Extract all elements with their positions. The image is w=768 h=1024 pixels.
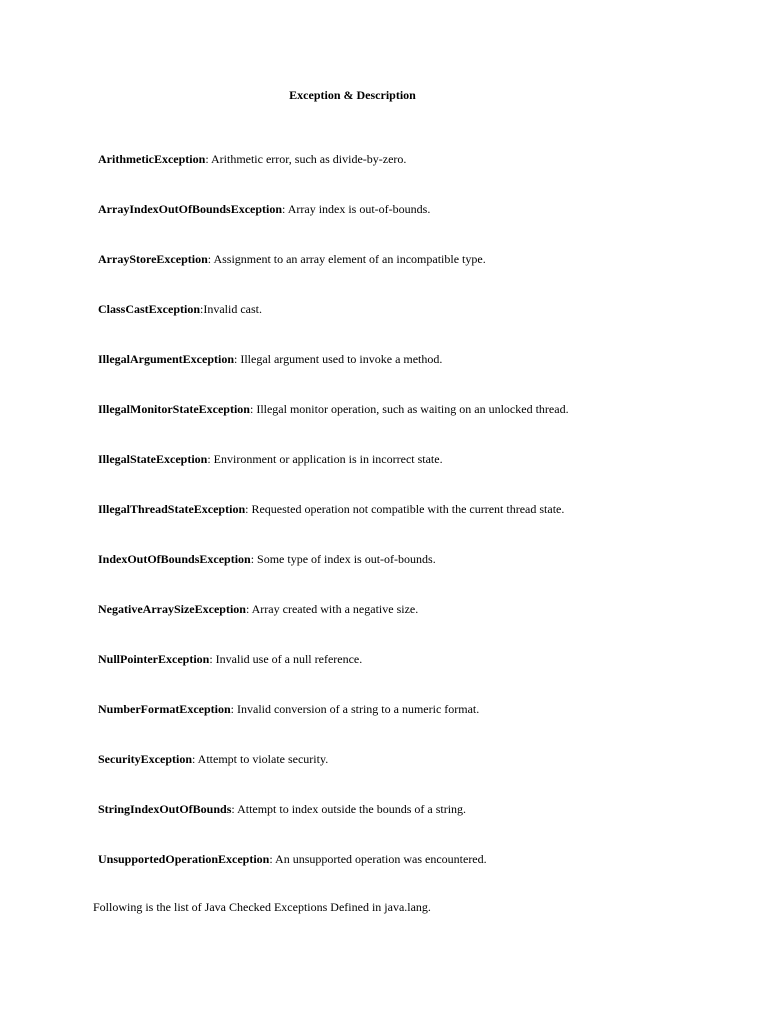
exception-name: IllegalMonitorStateException [98,402,250,416]
exception-entry [98,801,569,851]
exception-description: : Attempt to violate security. [192,752,329,766]
exception-name: NumberFormatException [98,702,231,716]
exception-description: :Invalid cast. [200,302,262,316]
exception-name: IllegalStateException [98,452,208,466]
exception-name: ArrayStoreException [98,252,208,266]
exception-name: ArrayIndexOutOfBoundsException [98,202,283,216]
exception-entry [98,251,569,301]
exception-description: : Array index is out-of-bounds. [282,202,431,216]
exception-description: : Requested operation not compatible with the current thread state. [245,502,565,516]
exception-entry [98,551,569,601]
exception-entry [98,151,569,201]
exception-name: ClassCastException [98,302,201,316]
exception-entry [98,851,569,901]
exception-description: : Invalid use of a null reference. [209,652,363,666]
exception-entry [98,401,569,451]
exception-name: IllegalThreadStateException [98,502,246,516]
exception-description: : Environment or application is in incorrect state. [207,452,443,466]
document-footer-text: Following is the list of Java Checked Exceptions Defined in java.lang. [93,900,431,914]
exception-description: : Illegal monitor operation, such as waiting on an unlocked thread. [249,402,569,416]
exception-name: NegativeArraySizeException [98,602,246,616]
exception-entry [98,301,569,351]
exception-name: StringIndexOutOfBounds [98,802,232,816]
exception-name: UnsupportedOperationException [98,852,270,866]
exception-name: SecurityException [98,752,192,766]
exception-entry [98,651,569,701]
document-heading: Exception & Description [289,88,416,102]
exception-description: : Invalid conversion of a string to a numeric format. [230,702,480,716]
exception-description: : Assignment to an array element of an incompatible type. [207,252,486,266]
exception-list [98,151,569,901]
exception-entry [98,201,569,251]
exception-entry [98,451,569,501]
exception-entry [98,501,569,551]
exception-description: : Some type of index is out-of-bounds. [250,552,436,566]
exception-name: ArithmeticException [98,152,206,166]
exception-entry [98,351,569,401]
exception-name: IllegalArgumentException [98,352,234,366]
exception-entry [98,601,569,651]
exception-description: : Illegal argument used to invoke a method. [234,352,443,366]
exception-name: IndexOutOfBoundsException [98,552,251,566]
exception-name: NullPointerException [98,652,210,666]
exception-description: : Array created with a negative size. [245,602,419,616]
exception-description: : Attempt to index outside the bounds of a string. [231,802,467,816]
exception-description: : Arithmetic error, such as divide-by-zero. [205,152,407,166]
exception-entry [98,751,569,801]
exception-entry [98,701,569,751]
exception-description: : An unsupported operation was encountered. [269,852,487,866]
